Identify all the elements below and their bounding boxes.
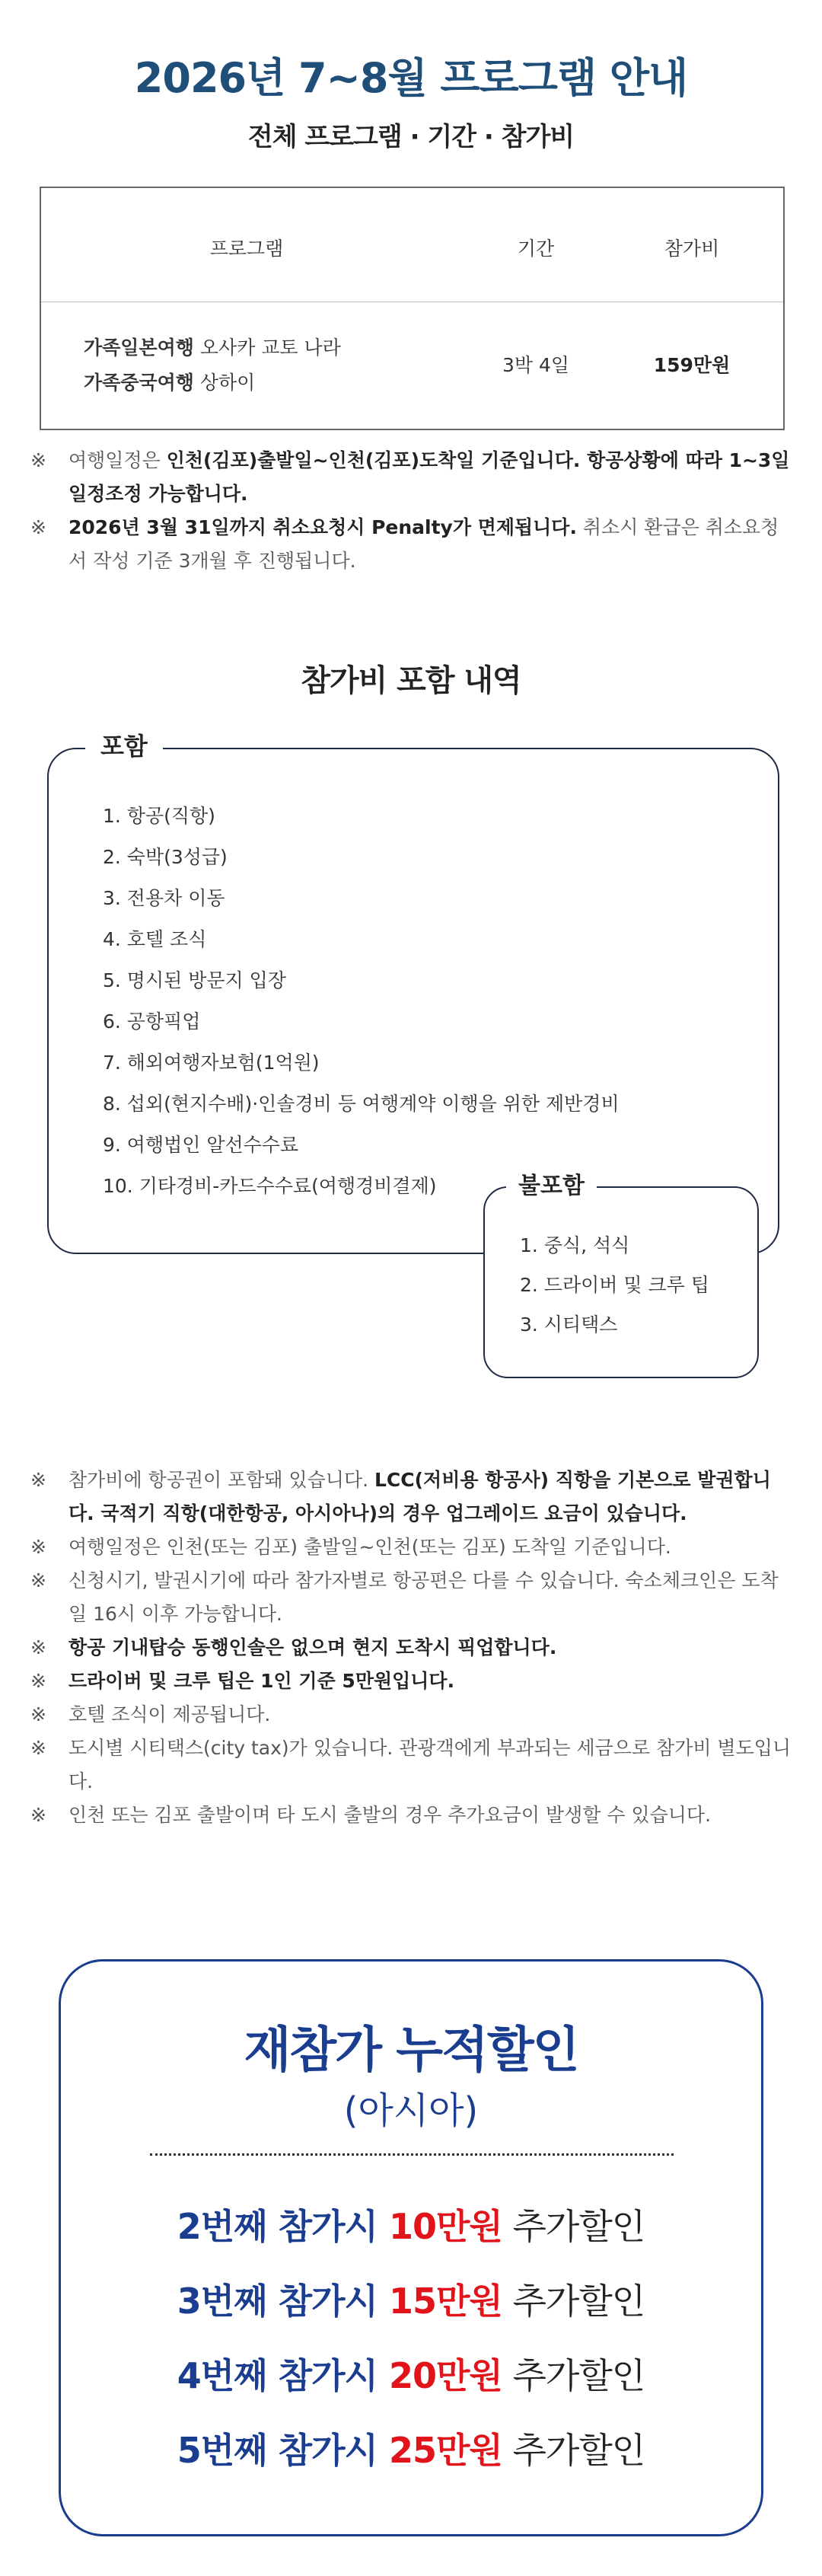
- note-text-bold: LCC(저비용 항공사) 직항을 기본으로 발권합니다. 국적기 직항(대한항공, 아시아나)의 경우 업그레이드 요금이 있습니다.: [68, 1469, 771, 1524]
- list-item: 3. 전용차 이동: [103, 887, 225, 909]
- note-text: 취소시 환급은 취소요청서 작성 기준 3개월 후 진행됩니다.: [68, 516, 779, 572]
- note-text-bold: 드라이버 및 크루 팁은 1인 기준 5만원입니다.: [68, 1670, 455, 1692]
- discount-subtitle: (아시아): [343, 2089, 479, 2132]
- program-name-china: [84, 368, 255, 395]
- discount-amount: 25만원: [388, 2430, 502, 2471]
- list-item: 9. 여행법인 알선수수료: [103, 1134, 299, 1156]
- discount-suffix: 추가할인: [502, 2430, 645, 2471]
- note-text: 인천 또는 김포 출발이며 타 도시 출발의 경우 추가요금이 발생할 수 있습니다.: [68, 1804, 712, 1826]
- list-item: 2. 드라이버 및 크루 팁: [520, 1274, 709, 1296]
- column-header-program: 프로그램: [209, 238, 284, 260]
- note-text-bold: 2026년 3월 31일까지 취소요청시 Penalty가 면제됩니다.: [68, 516, 577, 538]
- note-text: 호텔 조식이 제공됩니다.: [68, 1703, 271, 1725]
- list-item: 1. 중식, 석식: [520, 1234, 630, 1256]
- note-mark-icon: ※: [30, 1670, 46, 1692]
- note-item: [30, 511, 792, 578]
- program-china-bold: 가족중국여행: [84, 372, 194, 394]
- note-mark-icon: ※: [30, 1804, 46, 1826]
- discount-title: 재참가 누적할인: [244, 2022, 578, 2079]
- section-title-inclusions: 참가비 포함 내역: [301, 663, 521, 698]
- discount-row: [0, 2413, 822, 2488]
- discount-nth: 5번째 참가시: [177, 2430, 389, 2471]
- table-header-row: [41, 188, 783, 302]
- note-mark-icon: ※: [30, 1536, 46, 1558]
- list-item: 10. 기타경비-카드수수료(여행경비결제): [103, 1175, 437, 1197]
- notes-bottom: [30, 1464, 792, 1832]
- note-item: [30, 1464, 792, 1531]
- note-item: [30, 1732, 792, 1799]
- program-name-japan: [84, 333, 341, 360]
- note-mark-icon: ※: [30, 516, 46, 538]
- excluded-list: [520, 1226, 709, 1345]
- dotted-divider: [150, 2153, 674, 2156]
- note-item: [30, 1698, 792, 1732]
- note-item: [30, 1665, 792, 1698]
- program-china-rest: 상하이: [193, 372, 256, 394]
- column-header-period: 기간: [517, 238, 555, 260]
- discount-nth: 4번째 참가시: [177, 2355, 389, 2396]
- note-item: [30, 444, 792, 511]
- page-title: 2026년 7~8월 프로그램 안내: [134, 54, 688, 102]
- program-japan-rest: 오사카 교토 나라: [193, 337, 341, 359]
- note-text: 여행일정은 인천(또는 김포) 출발일~인천(또는 김포) 도착일 기준입니다.: [68, 1536, 671, 1558]
- list-item: 3. 시티택스: [520, 1314, 618, 1336]
- discount-amount: 20만원: [388, 2355, 502, 2396]
- note-mark-icon: ※: [30, 1469, 46, 1491]
- note-text: 여행일정은: [68, 449, 167, 471]
- excluded-label: 불포함: [506, 1167, 597, 1200]
- note-text: 참가비에 항공권이 포함돼 있습니다.: [68, 1469, 374, 1491]
- program-japan-bold: 가족일본여행: [84, 337, 194, 359]
- note-item: [30, 1631, 792, 1665]
- discount-nth: 3번째 참가시: [177, 2281, 389, 2322]
- discount-suffix: 추가할인: [502, 2281, 645, 2322]
- notes-top: [30, 444, 792, 578]
- list-item: 8. 섭외(현지수배)·인솔경비 등 여행계약 이행을 위한 제반경비: [103, 1093, 620, 1115]
- note-item: [30, 1564, 792, 1631]
- note-mark-icon: ※: [30, 1569, 46, 1591]
- discount-suffix: 추가할인: [502, 2355, 645, 2396]
- note-mark-icon: ※: [30, 1737, 46, 1759]
- discount-row: [0, 2189, 822, 2264]
- note-item: [30, 1531, 792, 1564]
- list-item: 4. 호텔 조식: [103, 928, 207, 950]
- note-mark-icon: ※: [30, 449, 46, 471]
- column-header-fee: 참가비: [664, 238, 720, 260]
- list-item: 1. 항공(직항): [103, 805, 215, 827]
- program-fee: 159만원: [653, 354, 731, 376]
- note-text-bold: 항공 기내탑승 동행인솔은 없으며 현지 도착시 픽업합니다.: [68, 1636, 557, 1658]
- discount-row: [0, 2338, 822, 2413]
- note-text: 도시별 시티택스(city tax)가 있습니다. 관광객에게 부과되는 세금으로 참가비 별도입니다.: [68, 1737, 792, 1792]
- discount-list: [0, 2189, 822, 2488]
- discount-nth: 2번째 참가시: [177, 2206, 389, 2247]
- page-subtitle: 전체 프로그램 · 기간 · 참가비: [247, 122, 575, 152]
- note-item: [30, 1799, 792, 1832]
- included-list: [103, 796, 620, 1207]
- discount-suffix: 추가할인: [502, 2206, 645, 2247]
- list-item: 7. 해외여행자보험(1억원): [103, 1052, 320, 1074]
- discount-amount: 15만원: [388, 2281, 502, 2322]
- list-item: 5. 명시된 방문지 입장: [103, 969, 286, 991]
- discount-row: [0, 2264, 822, 2338]
- discount-amount: 10만원: [388, 2206, 502, 2247]
- program-table: [40, 187, 785, 430]
- note-mark-icon: ※: [30, 1703, 46, 1725]
- note-text-bold: 인천(김포)출발일~인천(김포)도착일 기준입니다. 항공상황에 따라 1~3일 일정조정 가능합니다.: [68, 449, 790, 505]
- included-label: 포함: [85, 727, 163, 762]
- program-period: 3박 4일: [502, 354, 570, 376]
- list-item: 2. 숙박(3성급): [103, 846, 228, 868]
- note-mark-icon: ※: [30, 1636, 46, 1658]
- note-text: 신청시기, 발권시기에 따라 참가자별로 항공편은 다를 수 있습니다. 숙소체크인은 도착일 16시 이후 가능합니다.: [68, 1569, 779, 1625]
- list-item: 6. 공항픽업: [103, 1010, 201, 1033]
